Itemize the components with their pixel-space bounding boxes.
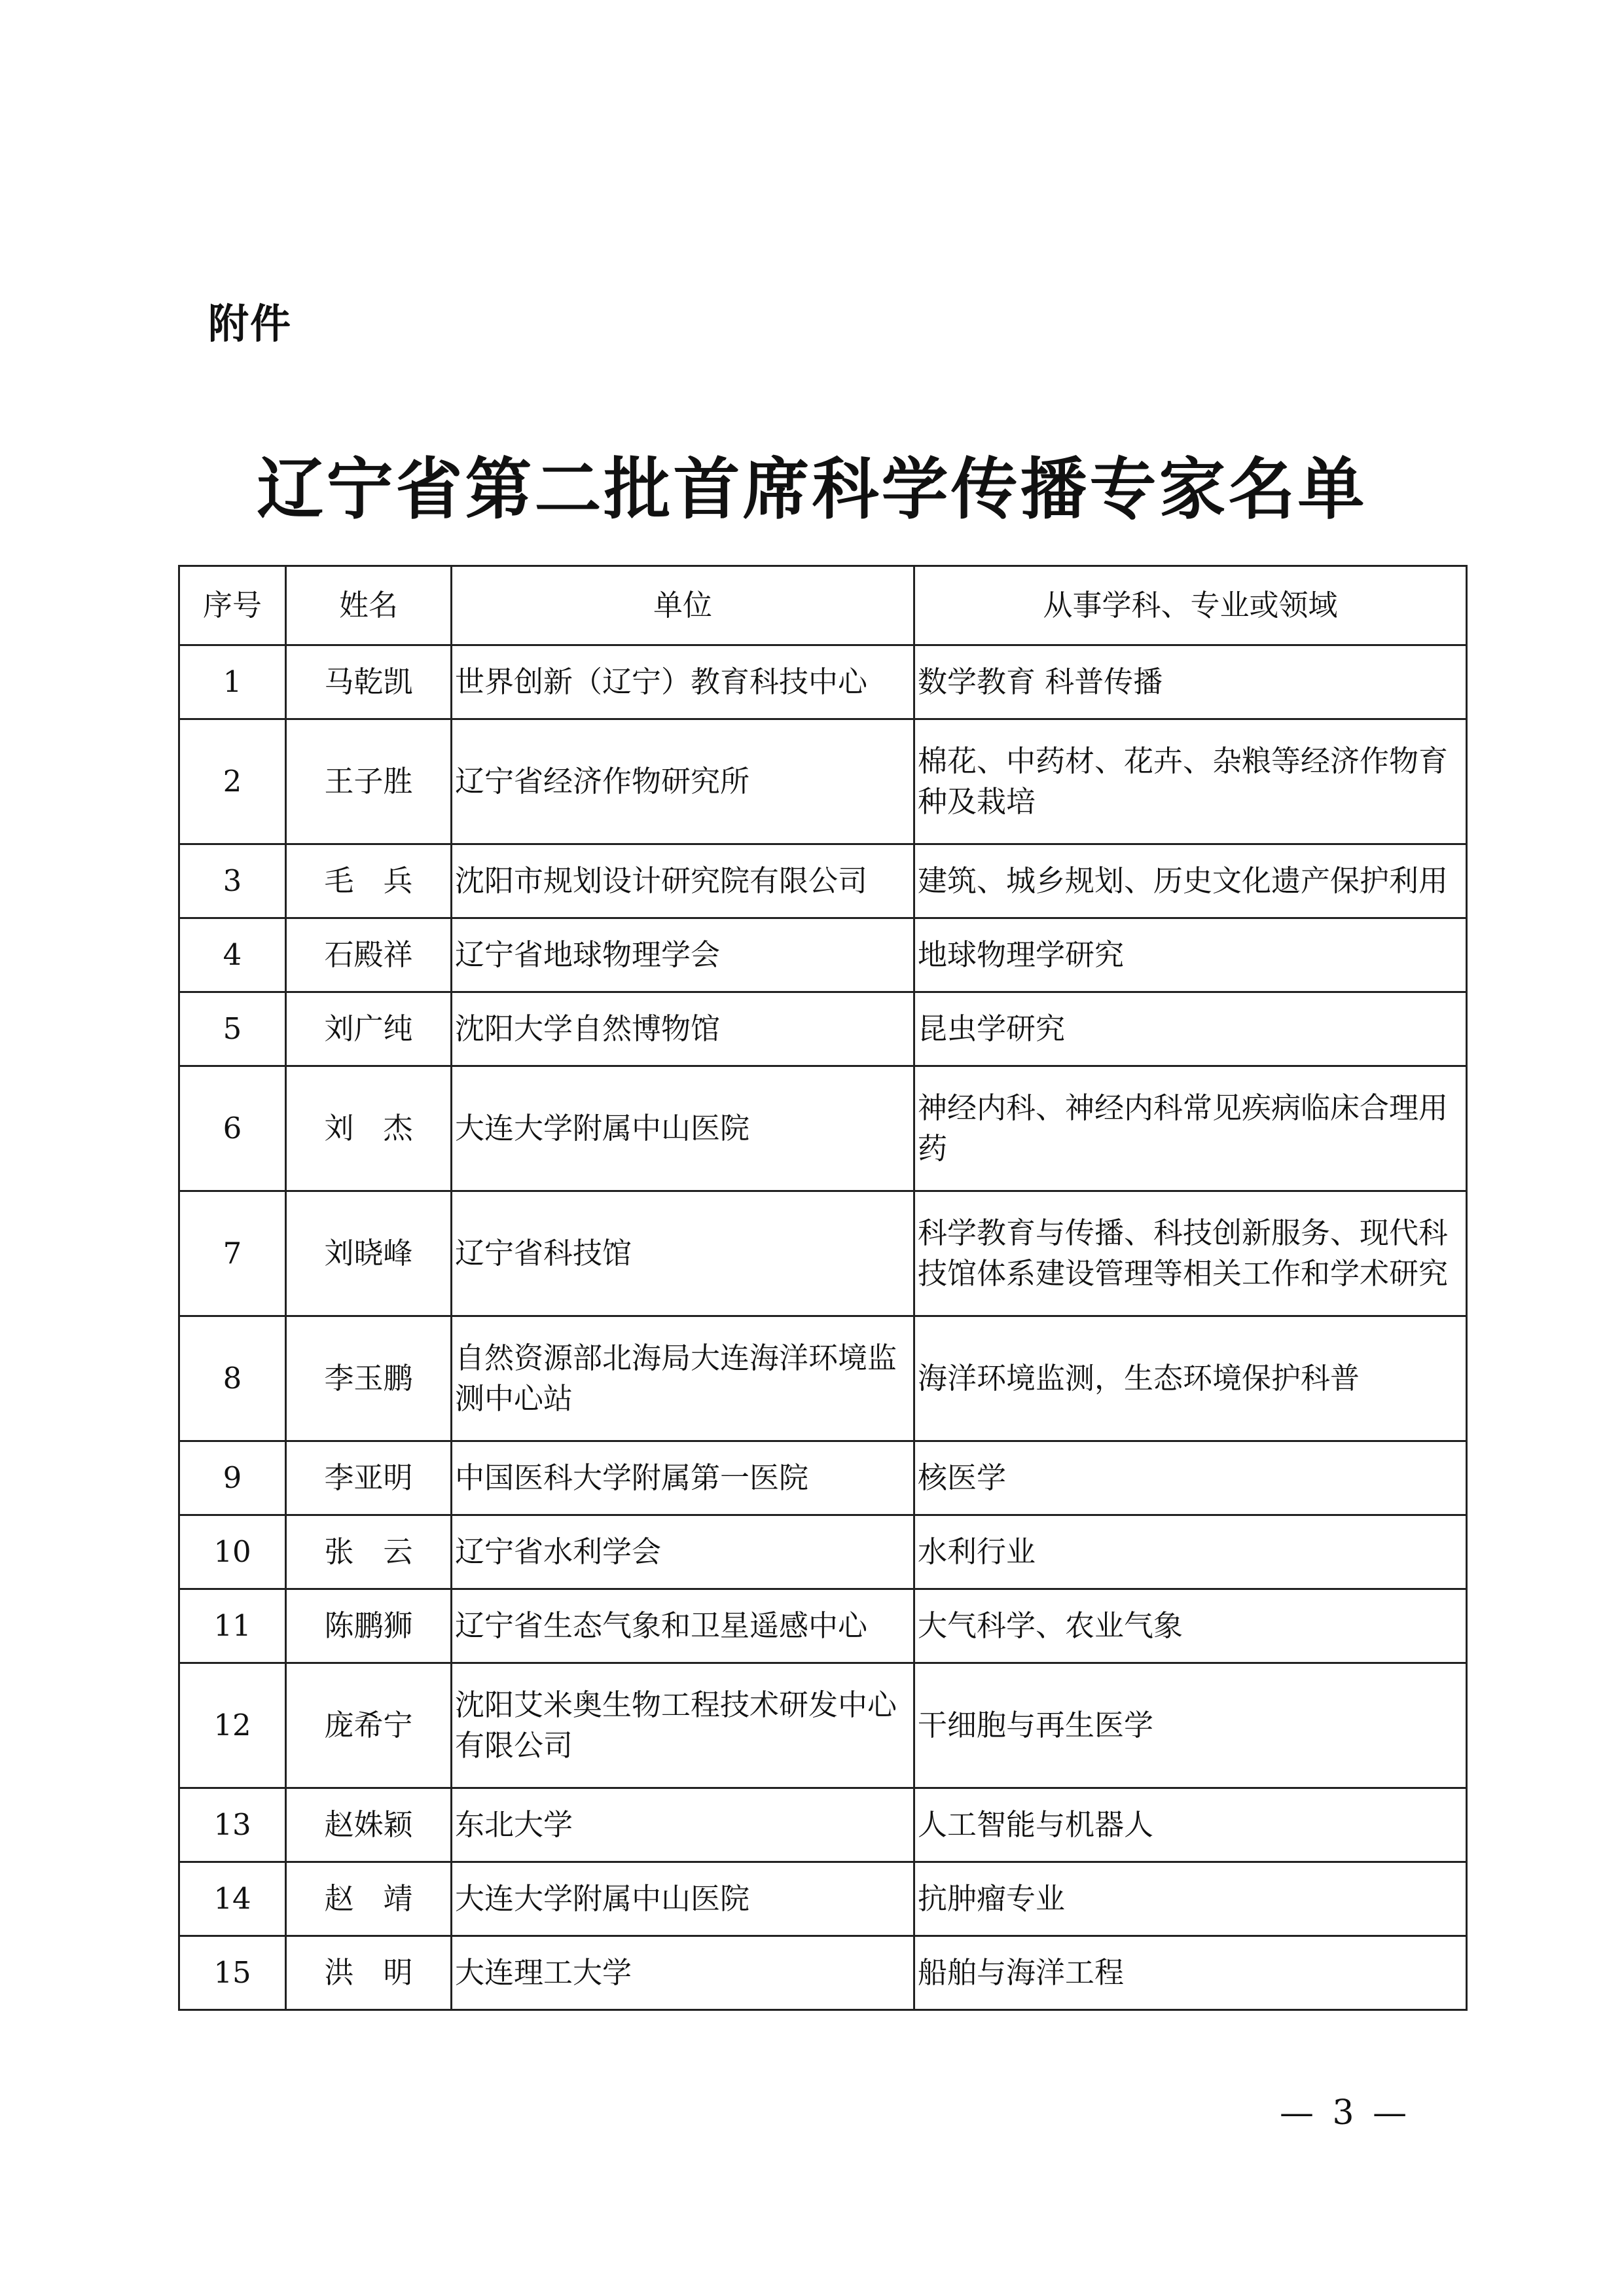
cell-unit: 大连大学附属中山医院 xyxy=(452,1066,914,1191)
table-row xyxy=(179,844,1467,918)
cell-name: 马乾凯 xyxy=(286,645,452,719)
cell-number: 14 xyxy=(179,1862,286,1936)
cell-number: 7 xyxy=(179,1191,286,1316)
cell-unit: 沈阳大学自然博物馆 xyxy=(452,992,914,1066)
cell-unit: 辽宁省经济作物研究所 xyxy=(452,719,914,844)
table-row xyxy=(179,1936,1467,2010)
cell-field: 科学教育与传播、科技创新服务、现代科技馆体系建设管理等相关工作和学术研究 xyxy=(914,1191,1467,1316)
cell-number: 12 xyxy=(179,1663,286,1788)
cell-name: 毛 兵 xyxy=(286,844,452,918)
table-row xyxy=(179,1191,1467,1316)
cell-field: 人工智能与机器人 xyxy=(914,1788,1467,1862)
cell-number: 10 xyxy=(179,1515,286,1589)
cell-unit: 世界创新（辽宁）教育科技中心 xyxy=(452,645,914,719)
cell-name: 张 云 xyxy=(286,1515,452,1589)
cell-number: 15 xyxy=(179,1936,286,2010)
cell-number: 3 xyxy=(179,844,286,918)
cell-number: 13 xyxy=(179,1788,286,1862)
table-row xyxy=(179,1066,1467,1191)
cell-number: 9 xyxy=(179,1441,286,1515)
cell-name: 赵 靖 xyxy=(286,1862,452,1936)
cell-name: 刘广纯 xyxy=(286,992,452,1066)
cell-field: 海洋环境监测，生态环境保护科普 xyxy=(914,1316,1467,1441)
cell-name: 王子胜 xyxy=(286,719,452,844)
table-row xyxy=(179,1441,1467,1515)
cell-number: 8 xyxy=(179,1316,286,1441)
cell-field: 大气科学、农业气象 xyxy=(914,1589,1467,1663)
page-title: 辽宁省第二批首席科学传播专家名单 xyxy=(257,450,1367,529)
column-header-field: 从事学科、专业或领域 xyxy=(914,566,1467,645)
cell-unit: 辽宁省生态气象和卫星遥感中心 xyxy=(452,1589,914,1663)
cell-field: 干细胞与再生医学 xyxy=(914,1663,1467,1788)
table-row xyxy=(179,719,1467,844)
cell-name: 陈鹏狮 xyxy=(286,1589,452,1663)
cell-number: 1 xyxy=(179,645,286,719)
column-header-unit: 单位 xyxy=(452,566,914,645)
cell-field: 神经内科、神经内科常见疾病临床合理用药 xyxy=(914,1066,1467,1191)
table-row xyxy=(179,1663,1467,1788)
cell-unit: 中国医科大学附属第一医院 xyxy=(452,1441,914,1515)
cell-field: 地球物理学研究 xyxy=(914,918,1467,992)
table-row xyxy=(179,1788,1467,1862)
table-row xyxy=(179,1589,1467,1663)
cell-unit: 辽宁省水利学会 xyxy=(452,1515,914,1589)
cell-number: 6 xyxy=(179,1066,286,1191)
cell-unit: 东北大学 xyxy=(452,1788,914,1862)
cell-name: 赵姝颖 xyxy=(286,1788,452,1862)
column-header-number: 序号 xyxy=(179,566,286,645)
cell-name: 洪 明 xyxy=(286,1936,452,2010)
table-header-row xyxy=(179,566,1467,645)
cell-field: 船舶与海洋工程 xyxy=(914,1936,1467,2010)
cell-unit: 辽宁省地球物理学会 xyxy=(452,918,914,992)
cell-name: 李玉鹏 xyxy=(286,1316,452,1441)
cell-number: 4 xyxy=(179,918,286,992)
cell-field: 水利行业 xyxy=(914,1515,1467,1589)
page-number: — 3 — xyxy=(1280,2093,1411,2133)
cell-name: 刘 杰 xyxy=(286,1066,452,1191)
cell-unit: 大连理工大学 xyxy=(452,1936,914,2010)
attachment-label: 附件 xyxy=(208,300,293,348)
cell-number: 11 xyxy=(179,1589,286,1663)
cell-number: 5 xyxy=(179,992,286,1066)
table-row xyxy=(179,918,1467,992)
cell-unit: 大连大学附属中山医院 xyxy=(452,1862,914,1936)
cell-field: 数学教育 科普传播 xyxy=(914,645,1467,719)
table-row xyxy=(179,1316,1467,1441)
cell-unit: 自然资源部北海局大连海洋环境监测中心站 xyxy=(452,1316,914,1441)
cell-field: 建筑、城乡规划、历史文化遗产保护利用 xyxy=(914,844,1467,918)
cell-field: 棉花、中药材、花卉、杂粮等经济作物育种及栽培 xyxy=(914,719,1467,844)
expert-roster-table xyxy=(178,565,1468,2011)
cell-unit: 沈阳市规划设计研究院有限公司 xyxy=(452,844,914,918)
table-row xyxy=(179,1862,1467,1936)
column-header-name: 姓名 xyxy=(286,566,452,645)
cell-name: 庞希宁 xyxy=(286,1663,452,1788)
cell-name: 石殿祥 xyxy=(286,918,452,992)
cell-unit: 辽宁省科技馆 xyxy=(452,1191,914,1316)
cell-field: 抗肿瘤专业 xyxy=(914,1862,1467,1936)
cell-field: 昆虫学研究 xyxy=(914,992,1467,1066)
cell-field: 核医学 xyxy=(914,1441,1467,1515)
cell-name: 李亚明 xyxy=(286,1441,452,1515)
table-row xyxy=(179,645,1467,719)
table-row xyxy=(179,1515,1467,1589)
cell-number: 2 xyxy=(179,719,286,844)
cell-name: 刘晓峰 xyxy=(286,1191,452,1316)
table-row xyxy=(179,992,1467,1066)
cell-unit: 沈阳艾米奥生物工程技术研发中心有限公司 xyxy=(452,1663,914,1788)
